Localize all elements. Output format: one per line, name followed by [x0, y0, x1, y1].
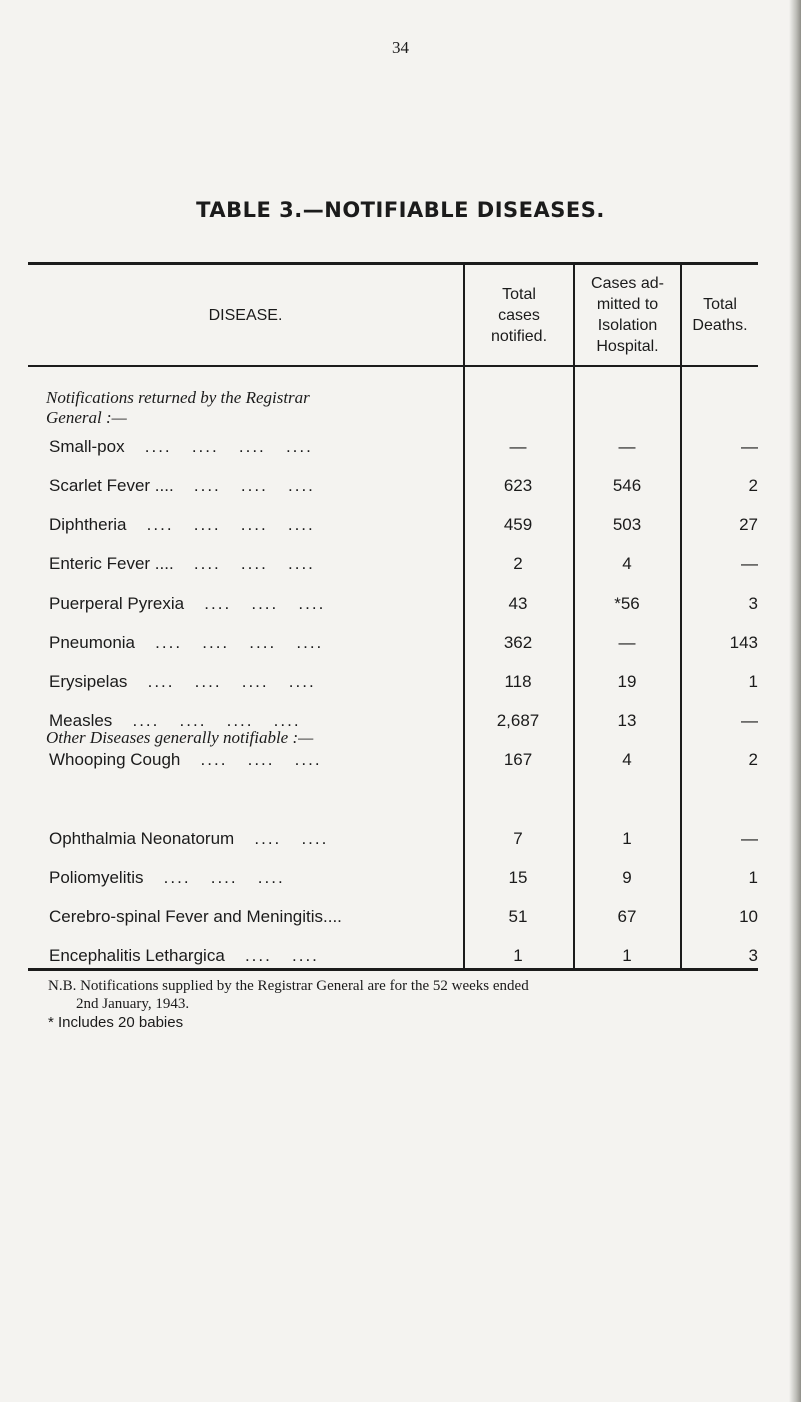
disease-name: Diphtheria .... .... .... .... — [49, 515, 315, 534]
cell-deaths: — — [741, 711, 758, 730]
cell-deaths: — — [741, 437, 758, 456]
cell-admitted: 13 — [617, 711, 637, 730]
cell-admitted: 4 — [622, 554, 632, 573]
leader-dots: .... .... — [224, 946, 319, 965]
cell-notified: 43 — [508, 594, 528, 613]
leader-dots: .... .... .... .... — [135, 633, 324, 652]
cell-admitted: — — [618, 633, 636, 652]
leader-dots: .... .... .... .... — [127, 672, 316, 691]
cell-deaths: 1 — [748, 672, 758, 691]
disease-name: Measles .... .... .... .... — [49, 711, 301, 730]
cell-deaths: — — [741, 554, 758, 573]
table-row — [28, 936, 758, 976]
table-row — [28, 858, 758, 898]
cell-notified: 2,687 — [496, 711, 540, 730]
cell-admitted: 9 — [622, 868, 632, 887]
cell-notified: 167 — [503, 750, 533, 769]
leader-dots: .... .... .... .... — [124, 437, 313, 456]
leader-dots: .... .... .... — [143, 868, 285, 887]
cell-deaths: 2 — [748, 476, 758, 495]
cell-admitted: 4 — [622, 750, 632, 769]
disease-name: Ophthalmia Neonatorum .... .... — [49, 829, 329, 848]
table-row — [28, 662, 758, 702]
disease-name: Encephalitis Lethargica .... .... — [49, 946, 319, 965]
header-disease: DISEASE. — [208, 306, 283, 324]
cell-admitted: 1 — [622, 946, 632, 965]
table-row — [28, 701, 758, 741]
cell-notified: — — [509, 437, 527, 456]
table-row — [28, 466, 758, 506]
leader-dots: .... .... .... — [173, 476, 315, 495]
leader-dots: .... .... .... — [173, 554, 315, 573]
cell-notified: 15 — [508, 868, 528, 887]
table-row — [28, 740, 758, 780]
disease-name: Poliomyelitis .... .... .... — [49, 868, 285, 887]
table-row — [28, 427, 758, 467]
cell-notified: 362 — [503, 633, 533, 652]
cell-notified: 51 — [508, 907, 528, 926]
cell-deaths: 3 — [748, 946, 758, 965]
leader-dots: .... .... .... .... — [126, 515, 315, 534]
cell-notified: 2 — [513, 554, 523, 573]
table-row — [28, 819, 758, 859]
header-rule — [28, 365, 758, 367]
cell-admitted: *56 — [614, 594, 640, 613]
table-row — [28, 897, 758, 937]
leader-dots: .... .... — [234, 829, 329, 848]
page-number: 34 — [392, 38, 409, 57]
cell-admitted: 1 — [622, 829, 632, 848]
cell-notified: 1 — [513, 946, 523, 965]
cell-deaths: — — [741, 829, 758, 848]
disease-name: Small-pox .... .... .... .... — [49, 437, 313, 456]
disease-name: Scarlet Fever .... .... .... .... — [49, 476, 315, 495]
page-edge-shadow — [789, 0, 801, 1402]
cell-admitted: 67 — [617, 907, 637, 926]
disease-name: Cerebro-spinal Fever and Meningitis.... — [49, 907, 342, 926]
cell-notified: 459 — [503, 515, 533, 534]
cell-admitted: 546 — [612, 476, 642, 495]
cell-notified: 118 — [504, 672, 532, 691]
section-heading-other: Other Diseases generally notifiable :— — [46, 728, 314, 747]
cell-admitted: 19 — [617, 672, 637, 691]
cell-notified: 623 — [503, 476, 533, 495]
cell-deaths: 10 — [739, 907, 758, 926]
disease-name: Enteric Fever .... .... .... .... — [49, 554, 315, 573]
disease-name: Puerperal Pyrexia .... .... .... — [49, 594, 326, 613]
cell-notified: 7 — [513, 829, 523, 848]
cell-deaths: 143 — [729, 633, 758, 652]
header-total-cases-notified: Total cases notified. — [490, 285, 548, 345]
cell-deaths: 2 — [748, 750, 758, 769]
leader-dots: .... .... .... — [180, 750, 322, 769]
table-row — [28, 584, 758, 624]
table-row — [28, 505, 758, 545]
notifiable-diseases-table — [28, 262, 758, 971]
disease-name: Erysipelas .... .... .... .... — [49, 672, 316, 691]
section-heading-registrar: Notifications returned by the Registrar General :— — [46, 388, 310, 427]
footnote: * Includes 20 babies — [48, 1014, 184, 1031]
table-row — [28, 544, 758, 584]
header-cases-admitted: Cases ad- mitted to Isolation Hospital. — [591, 275, 664, 355]
cell-admitted: 503 — [612, 515, 642, 534]
cell-deaths: 3 — [748, 594, 758, 613]
disease-name: Pneumonia .... .... .... .... — [49, 633, 324, 652]
disease-name: Whooping Cough .... .... .... — [49, 750, 322, 769]
cell-admitted: — — [618, 437, 636, 456]
cell-deaths: 1 — [748, 868, 758, 887]
header-total-deaths: Total Deaths. — [692, 296, 748, 334]
leader-dots: .... .... .... — [184, 594, 326, 613]
table-row — [28, 623, 758, 663]
note: N.B. Notifications supplied by the Registrar General are for the 52 weeks ended 2nd January, 1943. — [48, 978, 529, 1012]
leader-dots: .... .... .... .... — [112, 711, 301, 730]
table-title: TABLE 3.—NOTIFIABLE DISEASES. — [196, 198, 605, 222]
cell-deaths: 27 — [739, 515, 758, 534]
